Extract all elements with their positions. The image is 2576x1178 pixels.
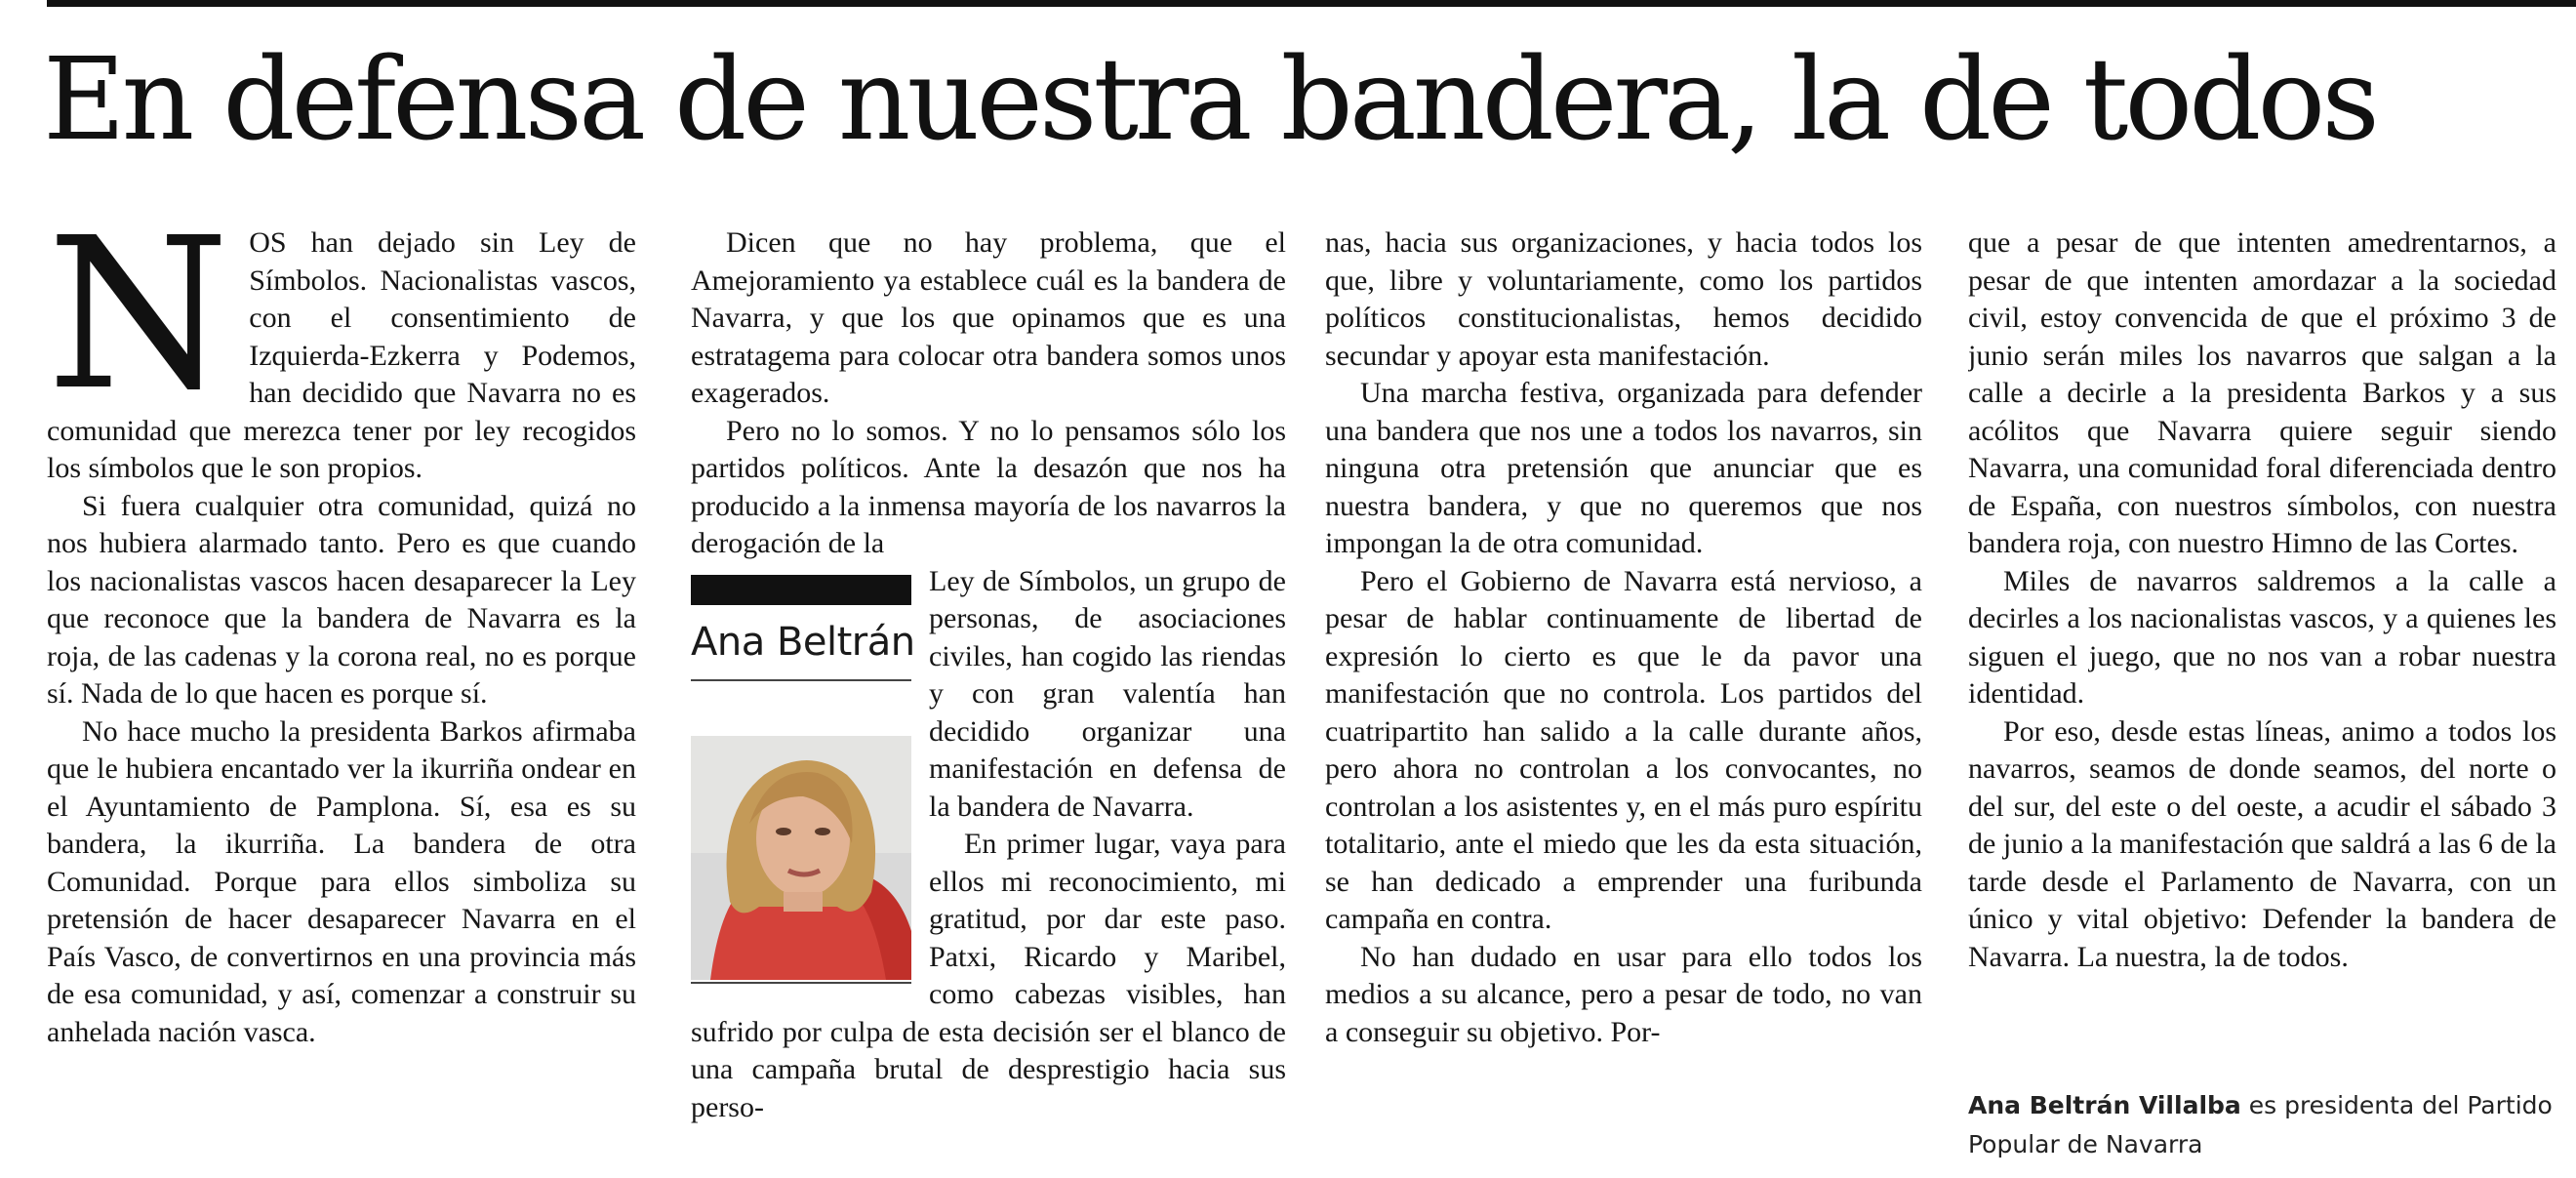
- headline: En defensa de nuestra bandera, la de todos: [43, 34, 2376, 166]
- paragraph: Una marcha festiva, organizada para defender una bandera que nos une a todos los navarros, sin ninguna otra pretensión que anunciar que es nuestra bandera, y que no queremos que nos impongan la de otra comunidad.: [1325, 377, 1922, 559]
- paragraph-part: Ley de Símbolos, un grupo de personas, de asociaciones civiles, han cogido las riendas y con gran valentía han decidido organizar una manifestación en defensa de la bandera de Navarra.: [929, 564, 1286, 823]
- paragraph: OS han dejado sin Ley de Símbolos. Nacionalistas vascos, con el consentimiento de Izquierda-Ezkerra y Podemos, han decidido que Navarra no es comunidad que merezca tener por ley recogidos los símbolos que le son propios.: [47, 226, 636, 484]
- paragraph: Dicen que no hay problema, que el Amejoramiento ya establece cuál es la bandera de Navarra, y que los que opinamos que es una estratagema para colocar otra bandera somos unos exagerados.: [691, 226, 1286, 409]
- author-name: Ana Beltrán: [691, 619, 915, 665]
- bio-name: Ana Beltrán Villalba: [1968, 1091, 2241, 1119]
- bio-text: es presidenta del Partido Popular de Navarra: [1968, 1091, 2553, 1158]
- paragraph: Si fuera cualquier otra comunidad, quizá no nos hubiera alarmado tanto. Pero es que cuando los nacionalistas vascos hacen desaparecer la Ley que reconoce que la bandera de Navarra es la roja, de las cadenas y la corona real, no es porque sí. Nada de lo que hacen es porque sí.: [47, 489, 636, 710]
- column-4: [1968, 224, 2556, 1074]
- paragraph: No hace mucho la presidenta Barkos afirmaba que le hubiera encantado ver la ikurriña ondear en el Ayuntamiento de Pamplona. Sí, esa es su bandera, la ikurriña. La bandera de otra Comunidad. Porque para ellos simboliza su pretensión de hacer desaparecer Navarra en el País Vasco, de convertirnos en una provincia más de esa comunidad, y así, comenzar a construir su anhelada nación vasca.: [47, 714, 636, 1048]
- column-2: [691, 224, 1286, 1171]
- paragraph: nas, hacia sus organizaciones, y hacia todos los que, libre y voluntariamente, como los partidos políticos constitucionalistas, hemos decidido secundar y apoyar esta manifestación.: [1325, 226, 1922, 372]
- column-1: [47, 224, 636, 1171]
- paragraph: En primer lugar, vaya para ellos mi reconocimiento, mi gratitud, por dar este paso. Patxi, Ricardo y Maribel, como cabezas visibles, han sufrido por culpa de esta decisión ser el blanco de una campaña brutal de desprestigio hacia sus perso-: [691, 828, 1286, 1123]
- author-bio: [1968, 1086, 2556, 1164]
- author-box: [691, 563, 915, 984]
- author-bar: [691, 575, 911, 605]
- paragraph: Pero el Gobierno de Navarra está nervioso, a pesar de hablar continuamente de libertad de expresión lo cierto es que le da pavor una manifestación que no controla. Los partidos del cuatripartito han salido a la calle durante años, pero ahora no controlan a los convocantes, no controlan a los asistentes y, en el más puro espíritu totalitario, ante el miedo que les da esta situación, se han dedicado a emprender una furibunda campaña en contra.: [1325, 564, 1922, 935]
- author-photo: [691, 736, 911, 980]
- top-rule: [47, 0, 2576, 7]
- paragraph-part: Pero no lo somos. Y no lo pensamos sólo los partidos políticos. Ante la desazón que nos ha producido a la inmensa mayoría de los navarros la derogación de la: [691, 414, 1286, 559]
- drop-cap: N: [47, 224, 230, 436]
- author-divider: [691, 679, 911, 681]
- paragraph: No han dudado en usar para ello todos los medios a su alcance, pero a pesar de todo, no van a conseguir su objetivo. Por-: [1325, 940, 1922, 1048]
- photo-divider: [691, 982, 911, 984]
- portrait-image: [691, 736, 911, 980]
- paragraph: Por eso, desde estas líneas, animo a todos los navarros, seamos de donde seamos, del norte o del sur, del este o del oeste, a acudir el sábado 3 de junio a la manifestación que saldrá a las 6 de la tarde desde el Parlamento de Navarra, con un único y vital objetivo: Defender la bandera de Navarra. La nuestra, la de todos.: [1968, 714, 2556, 973]
- column-3: [1325, 224, 1922, 1171]
- paragraph: Miles de navarros saldremos a la calle a decirles a los nacionalistas vascos, y a quienes les siguen el juego, que no nos van a robar nuestra identidad.: [1968, 564, 2556, 710]
- paragraph: que a pesar de que intenten amedrentarnos, a pesar de que intenten amordazar a la sociedad civil, estoy convencida de que el próximo 3 de junio serán miles los navarros que salgan a la calle a decirle a la presidenta Barkos y a sus acólitos que Navarra quiere seguir siendo Navarra, una comunidad foral diferenciada dentro de España, con nuestros símbolos, con nuestra bandera roja, con nuestro Himno de las Cortes.: [1968, 226, 2556, 559]
